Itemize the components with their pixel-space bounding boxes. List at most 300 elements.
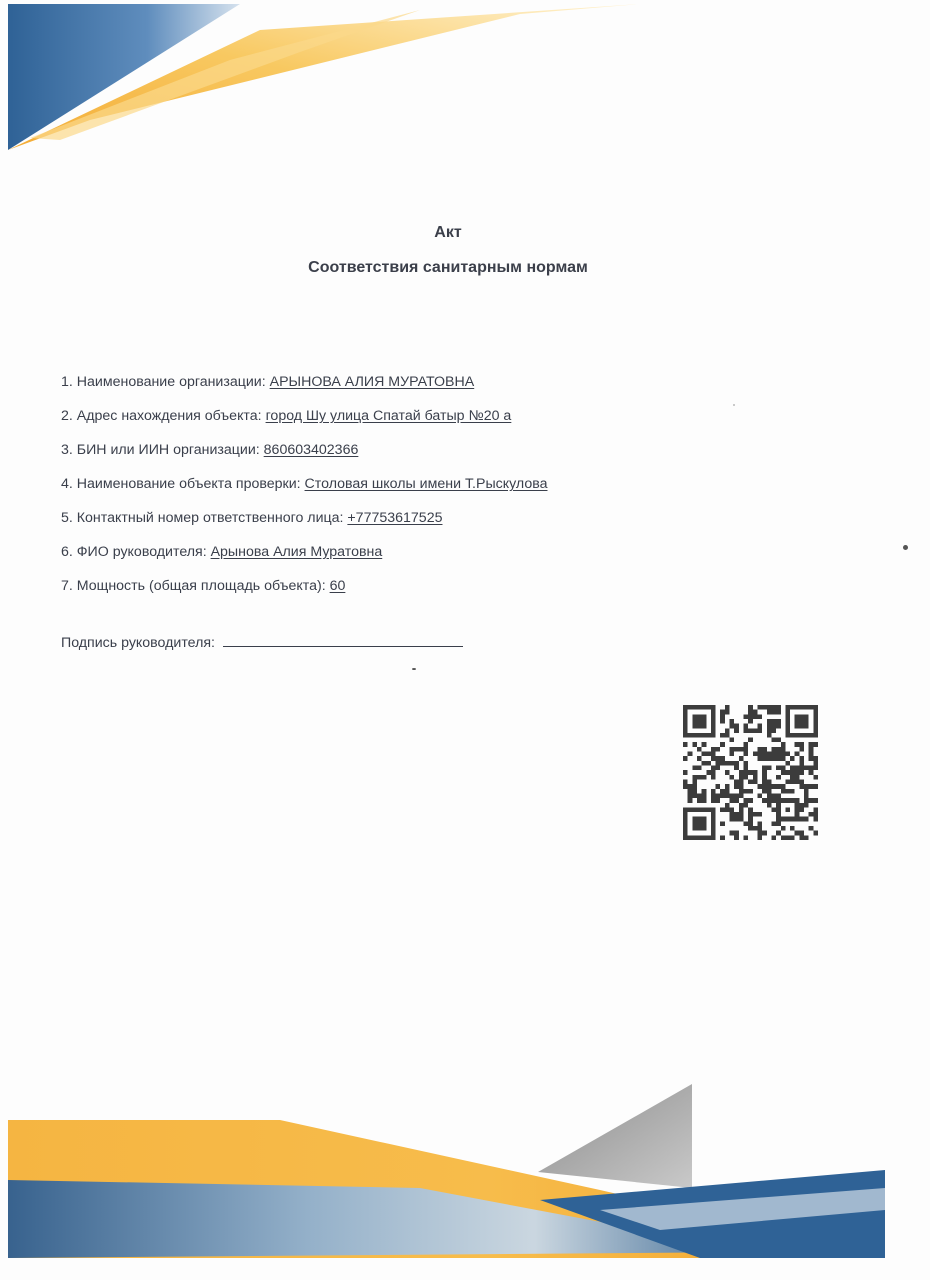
qr-module: [748, 817, 753, 822]
qr-module: [767, 784, 772, 789]
qr-module: [739, 747, 744, 752]
qr-module: [730, 719, 735, 724]
qr-module: [725, 733, 730, 738]
qr-module: [753, 714, 758, 719]
qr-module: [799, 835, 804, 840]
qr-module: [683, 831, 688, 836]
qr-module: [799, 779, 804, 784]
qr-module: [799, 803, 804, 808]
qr-module: [711, 826, 716, 831]
qr-module: [697, 733, 702, 738]
qr-module: [804, 705, 809, 710]
qr-module: [739, 789, 744, 794]
qr-module: [767, 752, 772, 757]
qr-module: [799, 705, 804, 710]
qr-module: [776, 705, 781, 710]
qr-module: [711, 793, 716, 798]
qr-module: [799, 724, 804, 729]
qr-module: [734, 793, 739, 798]
qr-module: [683, 770, 688, 775]
qr-module: [734, 817, 739, 822]
qr-module: [720, 710, 725, 715]
qr-module: [776, 710, 781, 715]
qr-module: [771, 793, 776, 798]
qr-module: [748, 812, 753, 817]
field-value: 860603402366: [263, 442, 359, 458]
field-value: 60: [329, 578, 346, 594]
qr-module: [739, 775, 744, 780]
qr-module: [757, 784, 762, 789]
qr-module: [730, 738, 735, 743]
qr-module: [683, 756, 688, 761]
qr-module: [771, 747, 776, 752]
qr-module: [771, 752, 776, 757]
qr-module: [697, 766, 702, 771]
fields-list: [61, 374, 841, 612]
qr-module: [739, 756, 744, 761]
qr-module: [804, 798, 809, 803]
qr-module: [767, 798, 772, 803]
qr-module: [771, 724, 776, 729]
qr-module: [739, 817, 744, 822]
qr-module: [809, 742, 814, 747]
qr-module: [804, 766, 809, 771]
qr-module: [809, 752, 814, 757]
qr-module: [776, 756, 781, 761]
qr-module: [688, 789, 693, 794]
field-value: Арынова Алия Муратовна: [210, 544, 383, 560]
qr-module: [790, 817, 795, 822]
qr-module: [683, 835, 688, 840]
field-label: 2. Адрес нахождения объекта:: [61, 408, 266, 424]
qr-module: [813, 807, 818, 812]
qr-module: [757, 705, 762, 710]
qr-module: [809, 812, 814, 817]
qr-module: [692, 835, 697, 840]
field-value: +77753617525: [347, 510, 443, 526]
qr-module: [767, 766, 772, 771]
qr-module: [692, 714, 697, 719]
qr-module: [730, 752, 735, 757]
qr-module: [781, 770, 786, 775]
qr-module: [683, 812, 688, 817]
qr-module: [683, 728, 688, 733]
qr-module: [795, 752, 800, 757]
qr-module: [692, 766, 697, 771]
qr-module: [725, 770, 730, 775]
qr-module: [734, 784, 739, 789]
qr-module: [799, 761, 804, 766]
qr-module: [748, 779, 753, 784]
qr-module: [790, 766, 795, 771]
qr-module: [776, 738, 781, 743]
qr-module: [771, 710, 776, 715]
qr-module: [799, 807, 804, 812]
qr-module: [711, 756, 716, 761]
qr-module: [790, 770, 795, 775]
field-value: город Шу улица Спатай батыр №20 а: [265, 408, 512, 424]
qr-module: [785, 770, 790, 775]
qr-module: [697, 756, 702, 761]
qr-module: [711, 775, 716, 780]
qr-module: [730, 761, 735, 766]
qr-module: [739, 770, 744, 775]
qr-module: [702, 742, 707, 747]
qr-module: [776, 793, 781, 798]
qr-module: [730, 724, 735, 729]
qr-module: [795, 803, 800, 808]
qr-module: [799, 733, 804, 738]
qr-module: [716, 761, 721, 766]
qr-module: [785, 835, 790, 840]
qr-module: [692, 817, 697, 822]
qr-module: [767, 789, 772, 794]
qr-module: [683, 821, 688, 826]
qr-module: [795, 742, 800, 747]
qr-module: [767, 733, 772, 738]
qr-module: [776, 817, 781, 822]
qr-module: [744, 747, 749, 752]
qr-module: [767, 705, 772, 710]
qr-module: [744, 789, 749, 794]
qr-module: [692, 793, 697, 798]
qr-module: [725, 784, 730, 789]
qr-module: [734, 835, 739, 840]
qr-module: [748, 798, 753, 803]
signature-line-row: [61, 632, 463, 652]
qr-module: [748, 789, 753, 794]
qr-module: [762, 756, 767, 761]
qr-code-icon: [683, 705, 818, 840]
qr-module: [809, 826, 814, 831]
qr-module: [795, 714, 800, 719]
qr-module: [776, 766, 781, 771]
qr-module: [776, 821, 781, 826]
document-subtitle: Соответствия санитарным нормам: [308, 259, 588, 276]
qr-module: [771, 719, 776, 724]
qr-module: [790, 756, 795, 761]
qr-module: [809, 770, 814, 775]
qr-module: [790, 826, 795, 831]
qr-module: [702, 705, 707, 710]
qr-module: [771, 835, 776, 840]
qr-module: [753, 826, 758, 831]
qr-module: [813, 719, 818, 724]
qr-module: [771, 807, 776, 812]
qr-module: [799, 817, 804, 822]
scan-speck: [903, 545, 908, 550]
qr-module: [739, 812, 744, 817]
qr-module: [757, 728, 762, 733]
qr-module: [692, 705, 697, 710]
qr-module: [785, 779, 790, 784]
qr-module: [702, 761, 707, 766]
qr-module: [711, 752, 716, 757]
qr-module: [688, 835, 693, 840]
qr-module: [725, 793, 730, 798]
qr-module: [683, 733, 688, 738]
qr-module: [683, 826, 688, 831]
qr-module: [799, 742, 804, 747]
qr-module: [720, 835, 725, 840]
qr-module: [776, 775, 781, 780]
field-label: 3. БИН или ИИН организации:: [61, 442, 264, 458]
qr-module: [753, 752, 758, 757]
qr-module: [753, 770, 758, 775]
qr-module: [781, 756, 786, 761]
qr-module: [813, 784, 818, 789]
qr-module: [804, 835, 809, 840]
qr-module: [813, 798, 818, 803]
qr-module: [692, 742, 697, 747]
qr-module: [734, 766, 739, 771]
qr-module: [744, 728, 749, 733]
qr-module: [762, 770, 767, 775]
qr-module: [688, 752, 693, 757]
qr-module: [697, 798, 702, 803]
qr-module: [702, 775, 707, 780]
qr-module: [734, 812, 739, 817]
qr-module: [753, 812, 758, 817]
qr-module: [720, 821, 725, 826]
qr-module: [697, 826, 702, 831]
qr-module: [799, 756, 804, 761]
qr-module: [711, 714, 716, 719]
qr-module: [771, 821, 776, 826]
qr-module: [762, 831, 767, 836]
qr-module: [795, 775, 800, 780]
qr-module: [771, 784, 776, 789]
qr-module: [776, 724, 781, 729]
qr-module: [795, 724, 800, 729]
qr-module: [757, 835, 762, 840]
qr-module: [785, 752, 790, 757]
qr-module: [785, 807, 790, 812]
qr-module: [804, 719, 809, 724]
qr-module: [720, 719, 725, 724]
qr-module: [809, 747, 814, 752]
qr-module: [744, 761, 749, 766]
qr-module: [776, 752, 781, 757]
qr-module: [744, 766, 749, 771]
qr-module: [702, 719, 707, 724]
qr-module: [702, 798, 707, 803]
qr-module: [730, 793, 735, 798]
qr-module: [711, 719, 716, 724]
qr-module: [711, 724, 716, 729]
qr-module: [781, 835, 786, 840]
qr-module: [688, 705, 693, 710]
qr-module: [809, 766, 814, 771]
qr-module: [757, 826, 762, 831]
qr-module: [683, 742, 688, 747]
qr-module: [734, 831, 739, 836]
qr-module: [781, 742, 786, 747]
qr-module: [771, 738, 776, 743]
qr-module: [767, 719, 772, 724]
qr-module: [776, 807, 781, 812]
qr-module: [781, 789, 786, 794]
qr-module: [744, 752, 749, 757]
qr-module: [795, 733, 800, 738]
qr-module: [739, 803, 744, 808]
qr-module: [757, 756, 762, 761]
qr-module: [767, 803, 772, 808]
qr-module: [734, 779, 739, 784]
qr-module: [804, 789, 809, 794]
qr-module: [762, 779, 767, 784]
qr-module: [697, 714, 702, 719]
qr-module: [711, 798, 716, 803]
qr-module: [744, 742, 749, 747]
qr-module: [757, 752, 762, 757]
qr-module: [799, 719, 804, 724]
qr-module: [716, 766, 721, 771]
qr-module: [776, 747, 781, 752]
qr-module: [725, 803, 730, 808]
qr-module: [688, 798, 693, 803]
qr-module: [739, 779, 744, 784]
qr-module: [744, 835, 749, 840]
field-object-address: [61, 408, 841, 425]
qr-module: [711, 705, 716, 710]
qr-module: [706, 807, 711, 812]
qr-module: [692, 775, 697, 780]
qr-module: [725, 761, 730, 766]
qr-module: [702, 752, 707, 757]
qr-module: [730, 812, 735, 817]
qr-module: [795, 812, 800, 817]
qr-module: [790, 789, 795, 794]
qr-module: [813, 710, 818, 715]
qr-module: [804, 803, 809, 808]
qr-module: [762, 784, 767, 789]
qr-module: [767, 756, 772, 761]
qr-module: [702, 714, 707, 719]
scan-speck: [412, 668, 416, 670]
qr-module: [748, 738, 753, 743]
qr-module: [776, 719, 781, 724]
field-contact-phone: [61, 510, 841, 527]
qr-module: [785, 714, 790, 719]
qr-module: [697, 835, 702, 840]
qr-module: [697, 821, 702, 826]
qr-module: [804, 793, 809, 798]
qr-module: [757, 812, 762, 817]
qr-module: [757, 821, 762, 826]
qr-module: [702, 821, 707, 826]
qr-module: [813, 775, 818, 780]
qr-module: [692, 807, 697, 812]
field-label: 6. ФИО руководителя:: [61, 544, 211, 560]
qr-module: [688, 793, 693, 798]
qr-module: [813, 812, 818, 817]
qr-module: [692, 719, 697, 724]
qr-module: [744, 770, 749, 775]
qr-module: [697, 724, 702, 729]
qr-module: [711, 710, 716, 715]
qr-module: [683, 779, 688, 784]
qr-module: [785, 724, 790, 729]
qr-module: [785, 761, 790, 766]
qr-module: [692, 784, 697, 789]
qr-module: [734, 724, 739, 729]
qr-module: [790, 835, 795, 840]
qr-module: [702, 817, 707, 822]
qr-module: [702, 733, 707, 738]
qr-module: [781, 798, 786, 803]
document-title: Акт: [434, 224, 462, 241]
qr-module: [804, 817, 809, 822]
qr-module: [757, 714, 762, 719]
qr-module: [795, 705, 800, 710]
qr-module: [706, 761, 711, 766]
qr-module: [711, 728, 716, 733]
qr-module: [767, 710, 772, 715]
qr-module: [785, 719, 790, 724]
qr-module: [725, 807, 730, 812]
qr-module: [720, 761, 725, 766]
qr-module: [753, 710, 758, 715]
qr-module: [683, 807, 688, 812]
qr-module: [795, 770, 800, 775]
qr-module: [683, 714, 688, 719]
qr-module: [692, 724, 697, 729]
field-bin-iin: [61, 442, 841, 459]
field-label: 7. Мощность (общая площадь объекта):: [61, 578, 330, 594]
qr-module: [767, 779, 772, 784]
qr-module: [697, 747, 702, 752]
qr-module: [767, 724, 772, 729]
qr-module: [781, 817, 786, 822]
qr-module: [767, 728, 772, 733]
qr-module: [813, 742, 818, 747]
qr-module: [683, 784, 688, 789]
qr-module: [702, 724, 707, 729]
qr-module: [711, 770, 716, 775]
qr-module: [748, 714, 753, 719]
qr-module: [706, 705, 711, 710]
qr-module: [762, 798, 767, 803]
qr-module: [711, 812, 716, 817]
field-label: 5. Контактный номер ответственного лица:: [61, 510, 348, 526]
qr-module: [697, 719, 702, 724]
qr-module: [795, 817, 800, 822]
qr-module: [744, 724, 749, 729]
qr-module: [706, 835, 711, 840]
qr-module: [711, 789, 716, 794]
qr-module: [753, 775, 758, 780]
qr-module: [716, 793, 721, 798]
qr-module: [748, 807, 753, 812]
qr-module: [692, 733, 697, 738]
qr-module: [795, 807, 800, 812]
qr-module: [706, 770, 711, 775]
qr-module: [730, 817, 735, 822]
qr-module: [771, 728, 776, 733]
qr-module: [813, 817, 818, 822]
qr-module: [734, 747, 739, 752]
qr-module: [813, 733, 818, 738]
qr-module: [799, 770, 804, 775]
qr-module: [785, 710, 790, 715]
qr-module: [725, 710, 730, 715]
qr-module: [720, 756, 725, 761]
qr-module: [757, 793, 762, 798]
qr-module: [716, 756, 721, 761]
qr-module: [697, 705, 702, 710]
qr-module: [799, 831, 804, 836]
